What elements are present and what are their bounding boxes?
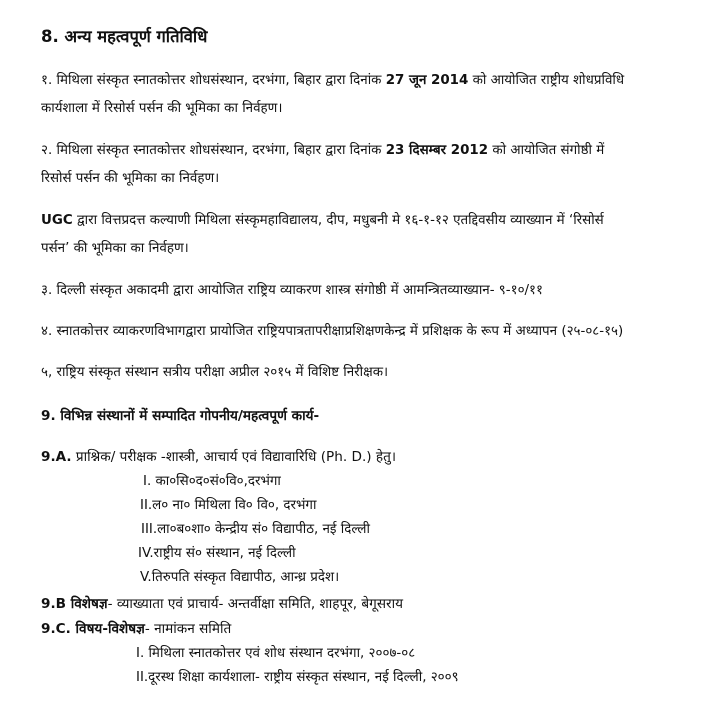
examiner-item-2: II.ल० ना० मिथिला वि० वि०, दरभंगा	[140, 498, 317, 513]
section-9a-line	[41, 449, 396, 465]
activity-1-text-b: को आयोजित राष्ट्रीय शोधप्रविधि	[468, 73, 625, 88]
activity-ugc-text: द्वारा वित्तप्रदत्त कल्याणी मिथिला संस्कृमहाविद्यालय, दीप, मधुबनी मे १६-१-१२ एतद्दिवसीय व्याख्यान में ‘रिसोर्स	[72, 213, 604, 228]
section-9b-text: - व्याख्याता एवं प्राचार्य- अन्तर्वीक्षा समिति, शाहपूर, बेगूसराय	[107, 596, 403, 612]
activity-1-line-1	[41, 73, 624, 89]
section-9b-line	[41, 596, 403, 612]
section-9b-label: 9.B विशेषज्ञ	[41, 596, 108, 612]
activity-3: ३. दिल्ली संस्कृत अकादमी द्वारा आयोजित राष्ट्रिय व्याकरण शास्त्र संगोष्ठी में आमन्त्रितव्याख्यान- ९-१०/११	[41, 283, 543, 298]
ugc-label: UGC	[41, 213, 73, 228]
expert-item-2: II.दूरस्थ शिक्षा कार्यशाला- राष्ट्रीय संस्कृत संस्थान, नई दिल्ली, २००९	[136, 670, 459, 685]
section-9-heading: 9. विभिन्न संस्थानों में सम्पादित गोपनीय/महत्वपूर्ण कार्य-	[41, 408, 320, 424]
section-8-heading: 8. अन्य महत्वपूर्ण गतिविधि	[41, 27, 208, 46]
activity-1-line-2: कार्यशाला में रिसोर्स पर्सन की भूमिका का निर्वहण।	[41, 101, 283, 116]
activity-2-line-2: रिसोर्स पर्सन की भूमिका का निर्वहण।	[41, 171, 220, 186]
activity-4: ४. स्नातकोत्तर व्याकरणविभागद्वारा प्रायोजित राष्ट्रियपात्रतापरीक्षाप्रशिक्षणकेन्द्र में प्रशिक्षक के रूप में अध्यापन (२५-०८-१५)	[41, 324, 624, 339]
activity-5: ५, राष्ट्रिय संस्कृत संस्थान सत्रीय परीक्षा अप्रील २०१५ में विशिष्ट निरीक्षक।	[41, 365, 389, 380]
examiner-item-4: IV.राष्ट्रीय सं० संस्थान, नई दिल्ली	[138, 546, 296, 561]
section-9a-label: 9.A.	[41, 449, 72, 465]
examiner-item-3: III.ला०ब०शा० केन्द्रीय सं० विद्यापीठ, नई दिल्ली	[141, 522, 370, 537]
examiner-item-1: I. का०सि०द०सं०वि०,दरभंगा	[143, 474, 281, 489]
section-9c-label: 9.C. विषय-विशेषज्ञ	[41, 621, 145, 637]
activity-2-line-1	[41, 143, 604, 159]
expert-item-1: I. मिथिला स्नातकोत्तर एवं शोध संस्थान दरभंगा, २००७-०८	[136, 646, 416, 661]
activity-ugc-line-2: पर्सन’ की भूमिका का निर्वहण।	[41, 241, 189, 256]
examiner-item-5: V.तिरुपति संस्कृत विद्यापीठ, आन्ध्र प्रदेश।	[140, 570, 340, 585]
activity-2-text-b: को आयोजित संगोष्ठी में	[488, 143, 605, 158]
activity-2-date: 23 दिसम्बर 2012	[385, 143, 489, 158]
section-9c-text: - नामांकन समिति	[144, 621, 232, 637]
activity-ugc-line-1	[41, 213, 604, 229]
activity-1-text-a: १. मिथिला संस्कृत स्नातकोत्तर शोधसंस्थान, दरभंगा, बिहार द्वारा दिनांक	[41, 73, 386, 88]
section-9c-line	[41, 621, 231, 637]
activity-2-text-a: २. मिथिला संस्कृत स्नातकोत्तर शोधसंस्थान, दरभंगा, बिहार द्वारा दिनांक	[41, 143, 386, 158]
section-9a-text: प्राश्निक/ परीक्षक -शास्त्री, आचार्य एवं विद्यावारिधि (Ph. D.) हेतु।	[71, 449, 397, 465]
activity-1-date: 27 जून 2014	[385, 73, 469, 88]
